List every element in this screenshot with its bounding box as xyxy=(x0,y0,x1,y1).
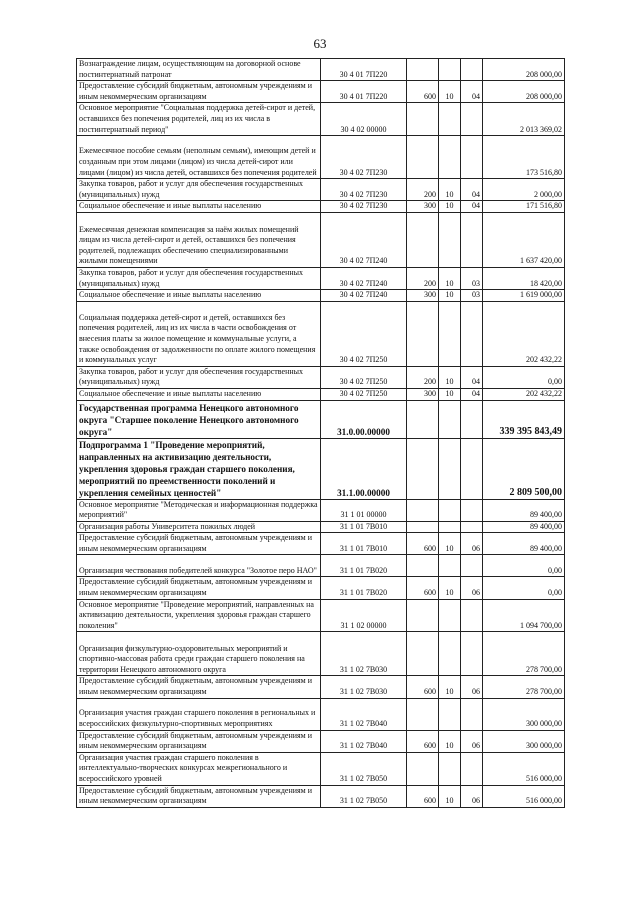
row-subsection-cell: 04 xyxy=(461,388,483,400)
row-section-cell xyxy=(439,136,461,179)
row-code-cell: 31 1 02 7В040 xyxy=(321,698,407,730)
row-name-cell: Предоставление субсидий бюджетным, автономным учреждениям и иным некоммерческим организациям xyxy=(77,577,321,599)
row-amount-cell: 278 700,00 xyxy=(483,632,565,676)
row-subsection-cell: 03 xyxy=(461,290,483,302)
row-expense-type-cell: 600 xyxy=(407,785,439,807)
row-code-cell: 30 4 02 7П230 xyxy=(321,136,407,179)
table-row xyxy=(77,577,565,599)
row-section-cell xyxy=(439,400,461,438)
row-name-cell: Закупка товаров, работ и услуг для обеспечения государственных (муниципальных) нужд xyxy=(77,179,321,201)
row-expense-type-cell xyxy=(407,212,439,267)
row-subsection-cell: 06 xyxy=(461,785,483,807)
row-section-cell: 10 xyxy=(439,676,461,698)
row-subsection-cell: 04 xyxy=(461,366,483,388)
table-row xyxy=(77,555,565,577)
row-amount-cell: 173 516,80 xyxy=(483,136,565,179)
row-expense-type-cell: 300 xyxy=(407,201,439,213)
row-amount-cell: 89 400,00 xyxy=(483,533,565,555)
row-code-cell: 31 1 01 00000 xyxy=(321,499,407,521)
row-expense-type-cell xyxy=(407,400,439,438)
row-name-cell: Социальное обеспечение и иные выплаты населению xyxy=(77,388,321,400)
row-code-cell: 31 1 02 7В040 xyxy=(321,730,407,752)
row-subsection-cell xyxy=(461,499,483,521)
table-row xyxy=(77,212,565,267)
table-row xyxy=(77,179,565,201)
table-row xyxy=(77,730,565,752)
table-row xyxy=(77,267,565,289)
row-name-cell: Основное мероприятие "Социальная поддержка детей-сирот и детей, оставшихся без попечения родителей, лиц из их числа в постинтернатный период" xyxy=(77,103,321,136)
row-amount-cell: 89 400,00 xyxy=(483,521,565,533)
row-section-cell: 10 xyxy=(439,290,461,302)
row-subsection-cell xyxy=(461,301,483,366)
row-name-cell: Основное мероприятие "Методическая и информационная поддержка мероприятий" xyxy=(77,499,321,521)
row-code-cell: 31 1 01 7В010 xyxy=(321,533,407,555)
row-subsection-cell: 06 xyxy=(461,676,483,698)
row-section-cell: 10 xyxy=(439,533,461,555)
row-code-cell: 31 1 01 7В020 xyxy=(321,555,407,577)
row-name-cell: Социальное обеспечение и иные выплаты населению xyxy=(77,290,321,302)
row-section-cell xyxy=(439,59,461,81)
table-row xyxy=(77,388,565,400)
row-expense-type-cell xyxy=(407,555,439,577)
row-section-cell xyxy=(439,103,461,136)
row-section-cell xyxy=(439,212,461,267)
row-amount-cell: 0,00 xyxy=(483,366,565,388)
row-subsection-cell xyxy=(461,59,483,81)
row-code-cell: 31 1 01 7В010 xyxy=(321,521,407,533)
row-amount-cell: 278 700,00 xyxy=(483,676,565,698)
row-code-cell: 30 4 02 7П240 xyxy=(321,212,407,267)
row-amount-cell: 1 619 000,00 xyxy=(483,290,565,302)
row-expense-type-cell xyxy=(407,521,439,533)
row-expense-type-cell: 600 xyxy=(407,81,439,103)
row-amount-cell: 0,00 xyxy=(483,577,565,599)
row-expense-type-cell: 600 xyxy=(407,730,439,752)
row-section-cell xyxy=(439,752,461,785)
row-section-cell: 10 xyxy=(439,201,461,213)
row-section-cell xyxy=(439,698,461,730)
table-row xyxy=(77,81,565,103)
table-row xyxy=(77,632,565,676)
row-expense-type-cell: 300 xyxy=(407,290,439,302)
row-name-cell: Основное мероприятие "Проведение мероприятий, направленных на активизацию деятельности, укрепления здоровья граждан старшего поколения" xyxy=(77,599,321,632)
row-name-cell: Предоставление субсидий бюджетным, автономным учреждениям и иным некоммерческим организациям xyxy=(77,81,321,103)
row-amount-cell: 300 000,00 xyxy=(483,730,565,752)
row-code-cell: 30 4 02 7П240 xyxy=(321,267,407,289)
row-expense-type-cell xyxy=(407,499,439,521)
table-row xyxy=(77,521,565,533)
page-number: 63 xyxy=(313,36,327,51)
table-row xyxy=(77,752,565,785)
row-amount-cell: 208 000,00 xyxy=(483,81,565,103)
row-section-cell: 10 xyxy=(439,388,461,400)
row-amount-cell: 1 637 420,00 xyxy=(483,212,565,267)
row-section-cell: 10 xyxy=(439,730,461,752)
row-section-cell: 10 xyxy=(439,179,461,201)
row-expense-type-cell: 600 xyxy=(407,577,439,599)
row-section-cell xyxy=(439,521,461,533)
table-row xyxy=(77,201,565,213)
row-name-cell: Закупка товаров, работ и услуг для обеспечения государственных (муниципальных) нужд xyxy=(77,267,321,289)
row-expense-type-cell xyxy=(407,301,439,366)
row-amount-cell: 89 400,00 xyxy=(483,499,565,521)
row-section-cell xyxy=(439,438,461,499)
row-code-cell: 30 4 02 7П250 xyxy=(321,388,407,400)
row-amount-cell: 202 432,22 xyxy=(483,388,565,400)
row-subsection-cell: 03 xyxy=(461,267,483,289)
row-name-cell: Организация работы Университета пожилых людей xyxy=(77,521,321,533)
row-subsection-cell xyxy=(461,599,483,632)
row-code-cell: 31 1 01 7В020 xyxy=(321,577,407,599)
row-name-cell: Социальное обеспечение и иные выплаты населению xyxy=(77,201,321,213)
row-name-cell: Предоставление субсидий бюджетным, автономным учреждениям и иным некоммерческим организациям xyxy=(77,730,321,752)
row-name-cell: Предоставление субсидий бюджетным, автономным учреждениям и иным некоммерческим организациям xyxy=(77,533,321,555)
table-row xyxy=(77,290,565,302)
table-row xyxy=(77,301,565,366)
row-expense-type-cell xyxy=(407,752,439,785)
budget-table xyxy=(76,58,565,808)
row-section-cell xyxy=(439,555,461,577)
row-amount-cell: 202 432,22 xyxy=(483,301,565,366)
row-subsection-cell xyxy=(461,438,483,499)
row-subsection-cell xyxy=(461,752,483,785)
row-subsection-cell: 04 xyxy=(461,201,483,213)
row-expense-type-cell xyxy=(407,103,439,136)
row-expense-type-cell xyxy=(407,632,439,676)
row-amount-cell: 171 516,80 xyxy=(483,201,565,213)
row-expense-type-cell xyxy=(407,438,439,499)
row-amount-cell: 2 013 369,02 xyxy=(483,103,565,136)
row-section-cell xyxy=(439,499,461,521)
row-code-cell: 30 4 02 7П250 xyxy=(321,301,407,366)
row-expense-type-cell: 200 xyxy=(407,366,439,388)
row-code-cell: 30 4 02 7П230 xyxy=(321,201,407,213)
budget-table-body xyxy=(77,59,565,808)
row-expense-type-cell xyxy=(407,59,439,81)
row-expense-type-cell: 300 xyxy=(407,388,439,400)
row-expense-type-cell: 200 xyxy=(407,179,439,201)
row-expense-type-cell: 600 xyxy=(407,676,439,698)
row-section-cell: 10 xyxy=(439,785,461,807)
row-name-cell: Предоставление субсидий бюджетным, автономным учреждениям и иным некоммерческим организациям xyxy=(77,785,321,807)
row-expense-type-cell xyxy=(407,599,439,632)
table-row xyxy=(77,676,565,698)
row-section-cell: 10 xyxy=(439,81,461,103)
row-section-cell xyxy=(439,301,461,366)
row-subsection-cell: 06 xyxy=(461,533,483,555)
row-name-cell: Закупка товаров, работ и услуг для обеспечения государственных (муниципальных) нужд xyxy=(77,366,321,388)
row-code-cell: 31 1 02 00000 xyxy=(321,599,407,632)
row-amount-cell: 208 000,00 xyxy=(483,59,565,81)
row-subsection-cell xyxy=(461,555,483,577)
row-code-cell: 30 4 01 7П220 xyxy=(321,81,407,103)
table-row xyxy=(77,499,565,521)
row-amount-cell: 1 094 700,00 xyxy=(483,599,565,632)
row-code-cell: 31.1.00.00000 xyxy=(321,438,407,499)
row-amount-cell: 339 395 843,49 xyxy=(483,400,565,438)
row-code-cell: 31 1 02 7В030 xyxy=(321,632,407,676)
table-row xyxy=(77,103,565,136)
row-code-cell: 31 1 02 7В030 xyxy=(321,676,407,698)
table-row xyxy=(77,785,565,807)
row-name-cell: Организация участия граждан старшего поколения в региональных и всероссийских физкультурно-спортивных мероприятиях xyxy=(77,698,321,730)
row-expense-type-cell: 600 xyxy=(407,533,439,555)
row-amount-cell: 516 000,00 xyxy=(483,785,565,807)
row-amount-cell: 18 420,00 xyxy=(483,267,565,289)
row-section-cell xyxy=(439,632,461,676)
table-row xyxy=(77,438,565,499)
table-row xyxy=(77,59,565,81)
row-code-cell: 31 1 02 7В050 xyxy=(321,752,407,785)
row-amount-cell: 516 000,00 xyxy=(483,752,565,785)
row-name-cell: Организация физкультурно-оздоровительных мероприятий и спортивно-массовая работа среди граждан старшего поколения на территории Ненецкого автономного округа xyxy=(77,632,321,676)
row-subsection-cell: 04 xyxy=(461,179,483,201)
row-subsection-cell: 06 xyxy=(461,577,483,599)
row-name-cell: Подпрограмма 1 "Проведение мероприятий, направленных на активизацию деятельности, укрепления здоровья граждан старшего поколения, мероприятий по преемственности поколений и укрепления семейных ценностей" xyxy=(77,438,321,499)
row-expense-type-cell: 200 xyxy=(407,267,439,289)
row-name-cell: Организация чествования победителей конкурса "Золотое перо НАО" xyxy=(77,555,321,577)
table-row xyxy=(77,599,565,632)
row-expense-type-cell xyxy=(407,698,439,730)
row-code-cell: 30 4 02 7П240 xyxy=(321,290,407,302)
row-code-cell: 31 1 02 7В050 xyxy=(321,785,407,807)
table-row xyxy=(77,136,565,179)
row-section-cell: 10 xyxy=(439,267,461,289)
row-name-cell: Вознаграждение лицам, осуществляющим на договорной основе постинтернатный патронат xyxy=(77,59,321,81)
row-code-cell: 31.0.00.00000 xyxy=(321,400,407,438)
row-name-cell: Организация участия граждан старшего поколения в интеллектуально-творческих конкурсах межрегионального и всероссийского уровней xyxy=(77,752,321,785)
table-row xyxy=(77,533,565,555)
row-name-cell: Ежемесячное пособие семьям (неполным семьям), имеющим детей и созданным при этом лицами (лицом) из числа детей-сирот или лицами (лицом) из числа детей, оставшихся без попечения родителей xyxy=(77,136,321,179)
row-subsection-cell xyxy=(461,212,483,267)
row-section-cell xyxy=(439,599,461,632)
row-subsection-cell xyxy=(461,521,483,533)
row-subsection-cell xyxy=(461,136,483,179)
row-subsection-cell xyxy=(461,400,483,438)
row-subsection-cell: 06 xyxy=(461,730,483,752)
row-section-cell: 10 xyxy=(439,366,461,388)
row-name-cell: Государственная программа Ненецкого автономного округа "Старшее поколение Ненецкого автономного округа" xyxy=(77,400,321,438)
row-amount-cell: 2 000,00 xyxy=(483,179,565,201)
row-subsection-cell xyxy=(461,698,483,730)
row-amount-cell: 0,00 xyxy=(483,555,565,577)
row-code-cell: 30 4 02 00000 xyxy=(321,103,407,136)
table-row xyxy=(77,366,565,388)
row-code-cell: 30 4 02 7П230 xyxy=(321,179,407,201)
row-section-cell: 10 xyxy=(439,577,461,599)
row-amount-cell: 2 809 500,00 xyxy=(483,438,565,499)
row-name-cell: Социальная поддержка детей-сирот и детей, оставшихся без попечения родителей, лиц из их числа в части освобождения от внесения платы за жилое помещение и коммунальные услуги, а также освобождения от задолженности по оплате жилого помещения и коммунальных услуг xyxy=(77,301,321,366)
table-row xyxy=(77,698,565,730)
table-row xyxy=(77,400,565,438)
row-code-cell: 30 4 01 7П220 xyxy=(321,59,407,81)
row-expense-type-cell xyxy=(407,136,439,179)
row-subsection-cell xyxy=(461,632,483,676)
row-subsection-cell: 04 xyxy=(461,81,483,103)
row-name-cell: Ежемесячная денежная компенсация за наём жилых помещений лицам из числа детей-сирот и детей, оставшихся без попечения родителей, подлежащих обеспечению специализированными жилыми помещениями xyxy=(77,212,321,267)
row-amount-cell: 300 000,00 xyxy=(483,698,565,730)
row-code-cell: 30 4 02 7П250 xyxy=(321,366,407,388)
row-subsection-cell xyxy=(461,103,483,136)
row-name-cell: Предоставление субсидий бюджетным, автономным учреждениям и иным некоммерческим организациям xyxy=(77,676,321,698)
